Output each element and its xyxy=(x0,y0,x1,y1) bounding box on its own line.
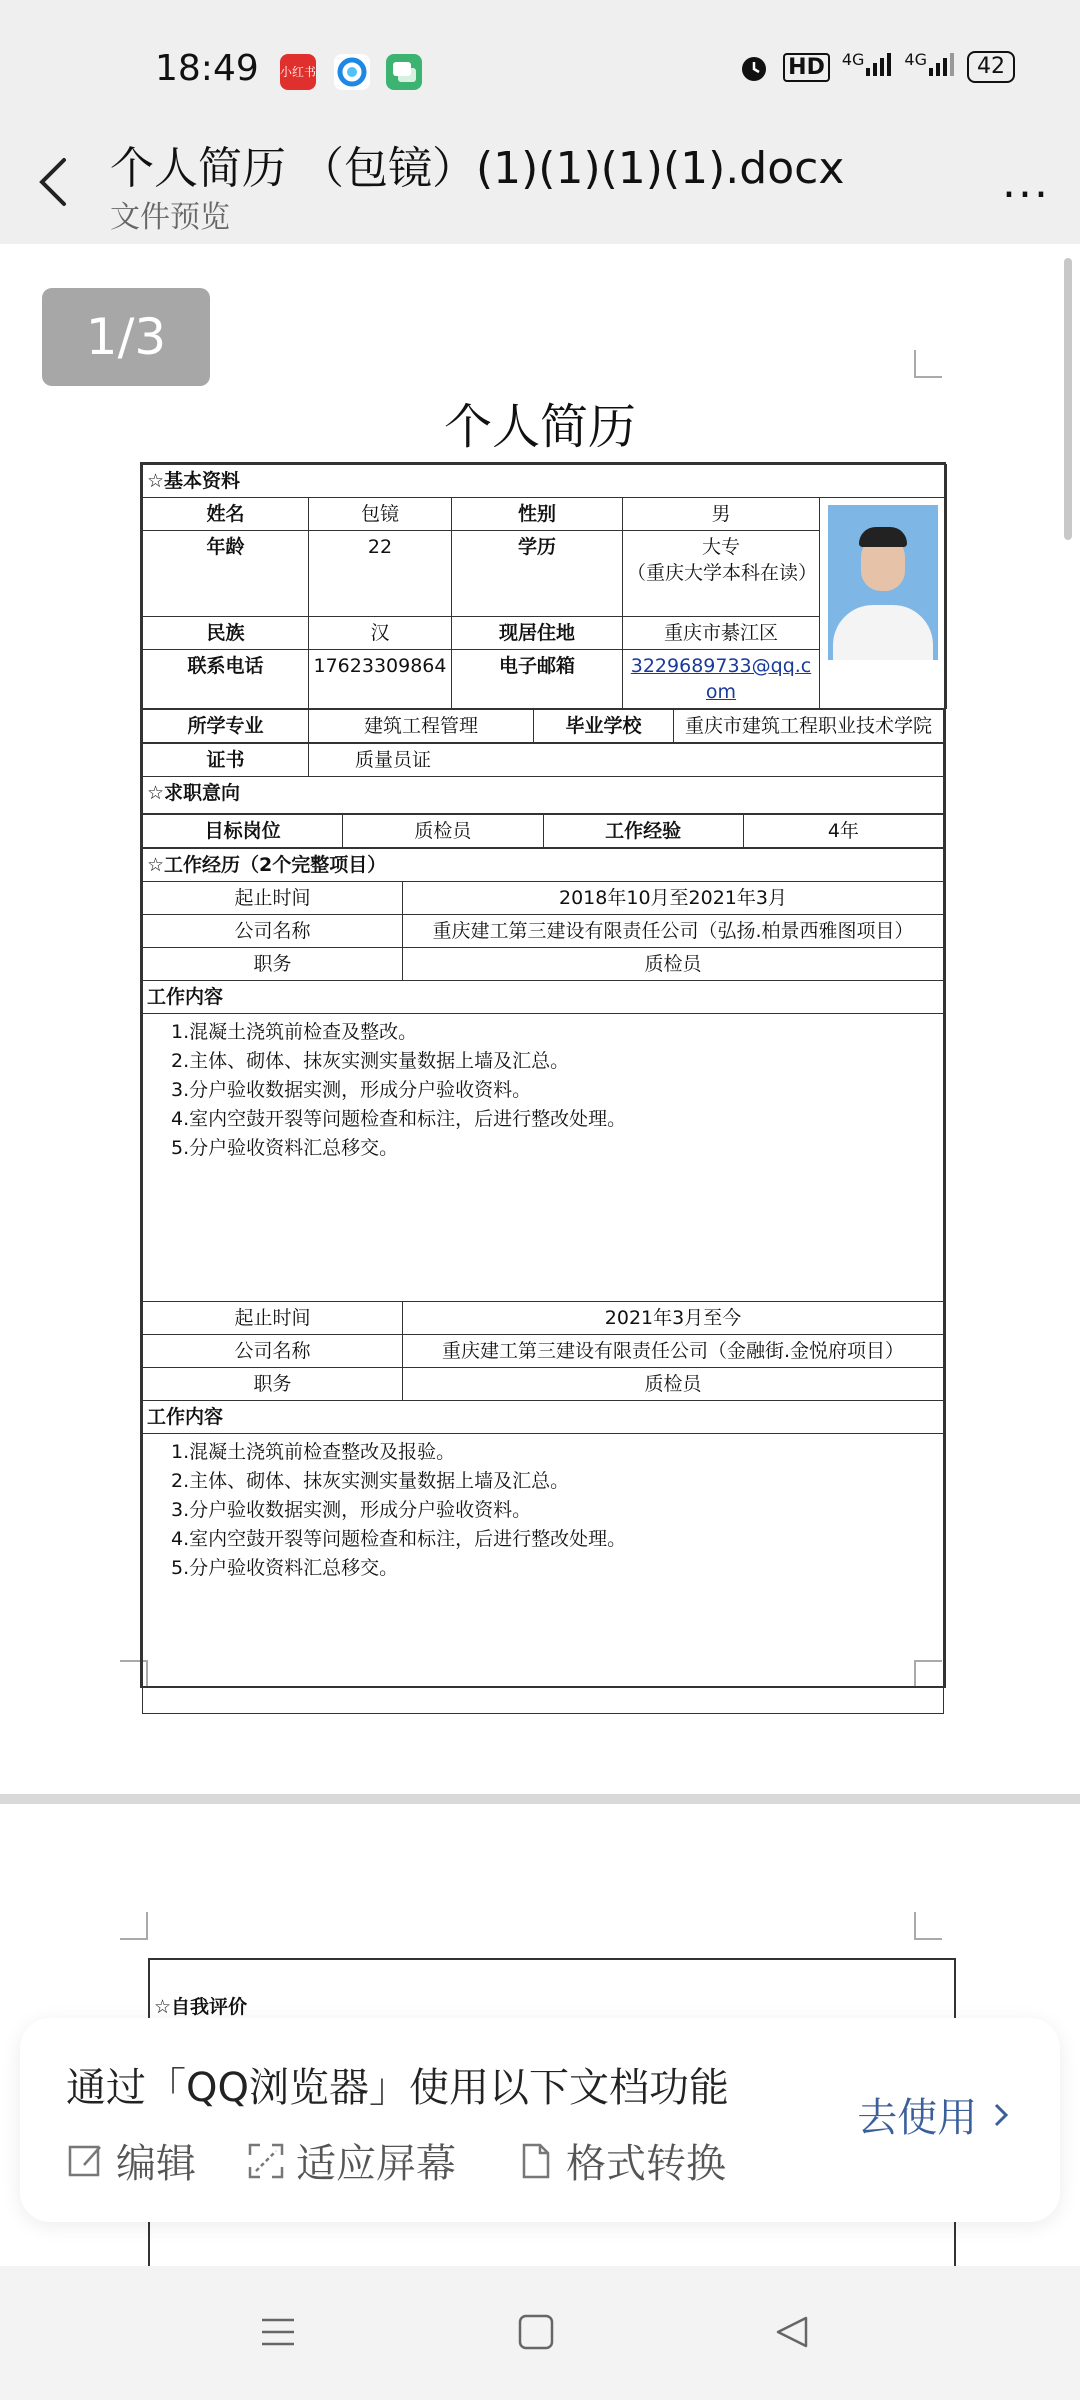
alarm-icon xyxy=(737,50,771,84)
section-basic: ☆基本资料 xyxy=(143,465,947,498)
edu-label: 学历 xyxy=(452,531,623,617)
age-value: 22 xyxy=(309,531,452,617)
job-1-content xyxy=(143,1014,944,1302)
file-subtitle: 文件预览 xyxy=(110,200,230,235)
company-label: 公司名称 xyxy=(143,1335,403,1368)
file-title: 个人简历 （包镜）(1)(1)(1)(1).docx xyxy=(110,143,845,194)
fit-screen-label: 适应屏幕 xyxy=(296,2141,456,2187)
address-label: 现居住地 xyxy=(452,617,623,650)
period-value: 2018年10月至2021年3月 xyxy=(403,882,944,915)
role-label: 职务 xyxy=(143,948,403,981)
chat-icon xyxy=(386,54,422,90)
ethnic-label: 民族 xyxy=(143,617,309,650)
name-value: 包镜 xyxy=(309,498,452,531)
status-indicators xyxy=(737,50,1015,84)
gender-label: 性别 xyxy=(452,498,623,531)
list-item: 4.室内空鼓开裂等问题检查和标注，后进行整改处理。 xyxy=(171,1108,627,1130)
phone-label: 联系电话 xyxy=(143,650,309,709)
age-label: 年龄 xyxy=(143,531,309,617)
photo-cell xyxy=(820,498,947,709)
content-label: 工作内容 xyxy=(143,1401,944,1434)
back-arrow-icon[interactable] xyxy=(30,152,78,212)
phone-value: 17623309864 xyxy=(309,650,452,709)
school-label: 毕业学校 xyxy=(534,710,674,743)
page-corner-mark xyxy=(120,1912,148,1940)
menu-icon[interactable] xyxy=(258,2312,298,2352)
page-divider xyxy=(0,1794,1080,1804)
job-2-content xyxy=(143,1434,944,1714)
role-label: 职务 xyxy=(143,1368,403,1401)
education-table xyxy=(142,709,944,743)
list-item: 1.混凝土浇筑前检查及整改。 xyxy=(171,1021,418,1043)
battery-indicator: 42 xyxy=(967,51,1015,83)
name-label: 姓名 xyxy=(143,498,309,531)
list-item: 3.分户验收数据实测，形成分户验收资料。 xyxy=(171,1499,532,1521)
target-label: 目标岗位 xyxy=(143,815,343,848)
section-work: ☆工作经历（2个完整项目） xyxy=(143,849,944,882)
fit-screen-feature[interactable] xyxy=(246,2132,456,2189)
app-header xyxy=(0,122,1080,244)
period-value: 2021年3月至今 xyxy=(403,1302,944,1335)
profile-photo xyxy=(828,505,938,660)
signal-icon-2: 4G xyxy=(904,50,955,84)
document-title: 个人简历 xyxy=(443,399,636,455)
format-convert-label: 格式转换 xyxy=(566,2141,726,2187)
home-icon[interactable] xyxy=(516,2312,556,2352)
list-item: 5.分户验收资料汇总移交。 xyxy=(171,1557,399,1579)
section-intent: ☆求职意向 xyxy=(143,777,944,814)
document-icon xyxy=(516,2141,556,2181)
list-item: 5.分户验收资料汇总移交。 xyxy=(171,1137,399,1159)
email-value[interactable] xyxy=(623,650,820,709)
fit-screen-icon xyxy=(246,2141,286,2181)
period-label: 起止时间 xyxy=(143,882,403,915)
hd-icon: HD xyxy=(783,53,830,82)
company-label: 公司名称 xyxy=(143,915,403,948)
intent-table xyxy=(142,814,944,848)
system-nav-bar xyxy=(0,2266,1080,2400)
page-corner-mark xyxy=(914,1912,942,1940)
ethnic-value: 汉 xyxy=(309,617,452,650)
gender-value: 男 xyxy=(623,498,820,531)
list-item: 2.主体、砌体、抹灰实测实量数据上墙及汇总。 xyxy=(171,1470,570,1492)
page-indicator: 1/3 xyxy=(42,288,210,386)
list-item: 2.主体、砌体、抹灰实测实量数据上墙及汇总。 xyxy=(171,1050,570,1072)
role-value: 质检员 xyxy=(403,948,944,981)
banner-title: 通过「QQ浏览器」使用以下文档功能 xyxy=(66,2065,729,2111)
go-use-label: 去使用 xyxy=(857,2095,978,2141)
qq-browser-icon xyxy=(334,54,370,90)
edit-label: 编辑 xyxy=(116,2141,196,2187)
clock: 18:49 xyxy=(155,48,259,89)
basic-info-table xyxy=(142,464,947,709)
major-label: 所学专业 xyxy=(143,710,309,743)
format-convert-feature[interactable] xyxy=(516,2132,726,2189)
xiaohongshu-icon: 小红书 xyxy=(280,54,316,90)
edit-feature[interactable] xyxy=(66,2132,196,2189)
content-label: 工作内容 xyxy=(143,981,944,1014)
work-table xyxy=(142,848,944,1714)
company-value: 重庆建工第三建设有限责任公司（弘扬.柏景西雅图项目） xyxy=(403,915,944,948)
page-corner-mark xyxy=(914,350,942,378)
more-menu-button[interactable]: ... xyxy=(1002,157,1050,208)
edit-icon xyxy=(66,2141,106,2181)
qq-browser-promo-banner[interactable] xyxy=(20,2018,1060,2222)
email-link[interactable]: 3229689733@qq.com xyxy=(630,655,812,703)
school-value: 重庆市建筑工程职业技术学院 xyxy=(674,710,944,743)
experience-value: 4年 xyxy=(743,815,943,848)
chevron-right-icon xyxy=(990,2099,1014,2131)
signal-icon-1: 4G xyxy=(842,50,893,84)
period-label: 起止时间 xyxy=(143,1302,403,1335)
edu-value: 大专 （重庆大学本科在读） xyxy=(623,531,820,617)
certificate-table xyxy=(142,743,944,814)
list-item: 3.分户验收数据实测，形成分户验收资料。 xyxy=(171,1079,532,1101)
status-bar xyxy=(0,0,1080,122)
address-value: 重庆市綦江区 xyxy=(623,617,820,650)
cert-label: 证书 xyxy=(143,744,309,777)
section-self-eval: ☆自我评价 xyxy=(154,1996,248,2018)
list-item: 4.室内空鼓开裂等问题检查和标注，后进行整改处理。 xyxy=(171,1528,627,1550)
cert-value: 质量员证 xyxy=(309,744,944,777)
company-value: 重庆建工第三建设有限责任公司（金融街.金悦府项目） xyxy=(403,1335,944,1368)
back-triangle-icon[interactable] xyxy=(772,2312,812,2352)
experience-label: 工作经验 xyxy=(543,815,743,848)
role-value: 质检员 xyxy=(403,1368,944,1401)
email-label: 电子邮箱 xyxy=(452,650,623,709)
resume-page-1 xyxy=(140,462,946,1688)
go-use-button[interactable] xyxy=(857,2086,1014,2143)
target-value: 质检员 xyxy=(343,815,543,848)
major-value: 建筑工程管理 xyxy=(309,710,534,743)
list-item: 1.混凝土浇筑前检查整改及报验。 xyxy=(171,1441,456,1463)
